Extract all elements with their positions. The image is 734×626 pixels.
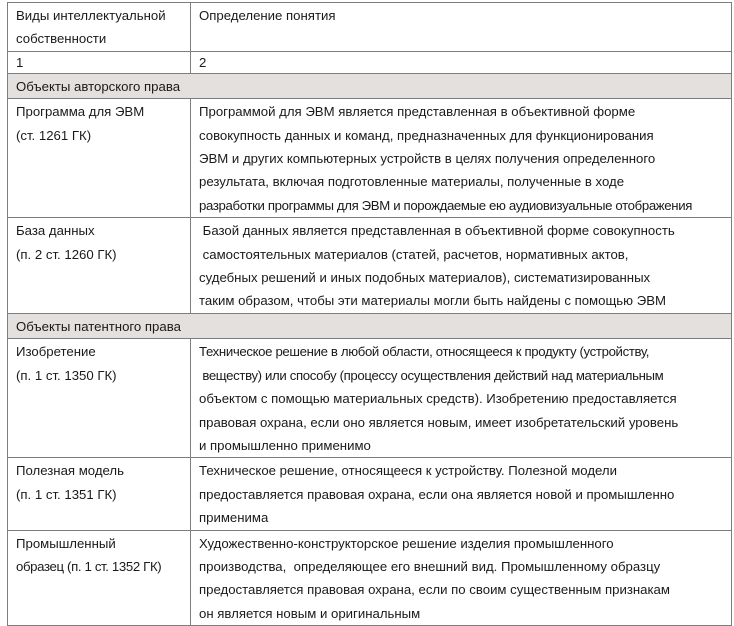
- object-name-cell: [8, 458, 191, 530]
- definition-line: результата, включая подготовленные материалы, полученные в ходе: [199, 174, 625, 190]
- section-title: Объекты патентного права: [8, 313, 732, 338]
- definition-line: Техническое решение, относящееся к устройству. Полезной модели: [199, 463, 617, 479]
- definition-line: Базой данных является представленная в объективной форме совокупность: [199, 223, 675, 239]
- header-col-type-line: собственности: [16, 31, 107, 47]
- definition-cell: [191, 530, 732, 626]
- table-row: [8, 458, 732, 530]
- object-name-line: (п. 1 ст. 1350 ГК): [16, 367, 117, 383]
- header-col-type: [8, 3, 191, 52]
- definition-line: Художественно-конструкторское решение изделия промышленного: [199, 535, 614, 551]
- definition-line: производства, определяющее его внешний вид. Промышленному образцу: [199, 558, 661, 574]
- object-name-line: Промышленный: [16, 535, 116, 551]
- object-name-line: Программа для ЭВМ: [16, 104, 145, 120]
- header-col-definition: [191, 3, 732, 52]
- definition-line: применима: [199, 510, 269, 526]
- definition-line: правовая охрана, если оно является новым, имеет изобретательский уровень: [199, 414, 679, 430]
- definition-cell: [191, 99, 732, 218]
- definition-line: таким образом, чтобы эти материалы могли быть найдены с помощью ЭВМ: [199, 293, 666, 309]
- definition-cell: [191, 218, 732, 314]
- object-name-line: Изобретение: [16, 344, 96, 360]
- table-row: [8, 99, 732, 218]
- definition-line: веществу) или способу (процессу осуществления действий над материальным: [199, 367, 664, 383]
- definition-line: предоставляется правовая охрана, если по своим существенным признакам: [199, 582, 670, 598]
- definition-line: объектом с помощью материальных средств). Изобретению предоставляется: [199, 391, 677, 407]
- object-name-cell: [8, 99, 191, 218]
- definition-line: совокупность данных и команд, предназначенных для функционирования: [199, 127, 654, 143]
- definition-line: судебных решений и иных подобных материалов), систематизированных: [199, 270, 651, 286]
- object-name-line: образец (п. 1 ст. 1352 ГК): [16, 558, 162, 574]
- object-name-line: (п. 2 ст. 1260 ГК): [16, 246, 117, 262]
- table-row: [8, 339, 732, 458]
- column-number-2: 2: [191, 51, 732, 73]
- column-number-row: [8, 51, 732, 73]
- definition-cell: [191, 339, 732, 458]
- column-number-1: 1: [8, 51, 191, 73]
- definition-line: и промышленно применимо: [199, 437, 371, 453]
- definition-line: Программой для ЭВМ является представленная в объективной форме: [199, 104, 636, 120]
- section-title: Объекты авторского права: [8, 73, 732, 98]
- object-name-line: Полезная модель: [16, 463, 124, 479]
- ip-types-table: [7, 2, 732, 626]
- table-row: [8, 218, 732, 314]
- object-name-line: (п. 1 ст. 1351 ГК): [16, 486, 117, 502]
- definition-line: предоставляется правовая охрана, если она является новой и промышленно: [199, 486, 675, 502]
- section-row-patent: [8, 313, 732, 338]
- object-name-cell: [8, 218, 191, 314]
- header-col-definition-line: Определение понятия: [199, 8, 336, 23]
- object-name-line: (ст. 1261 ГК): [16, 127, 92, 143]
- section-row-copyright: [8, 73, 732, 98]
- object-name-cell: [8, 530, 191, 626]
- definition-cell: [191, 458, 732, 530]
- object-name-line: База данных: [16, 223, 95, 239]
- definition-line: ЭВМ и других компьютерных устройств в целях получения определенного: [199, 151, 656, 167]
- definition-line: он является новым и оригинальным: [199, 605, 421, 621]
- definition-line: самостоятельных материалов (статей, расчетов, нормативных актов,: [199, 246, 629, 262]
- object-name-cell: [8, 339, 191, 458]
- header-col-type-line: Виды интеллектуальной: [16, 8, 166, 23]
- table-header-row: [8, 3, 732, 52]
- definition-line: Техническое решение в любой области, относящееся к продукту (устройству,: [199, 344, 650, 360]
- definition-line: разработки программы для ЭВМ и порождаемые ею аудиовизуальные отображения: [199, 197, 692, 213]
- table-row: [8, 530, 732, 626]
